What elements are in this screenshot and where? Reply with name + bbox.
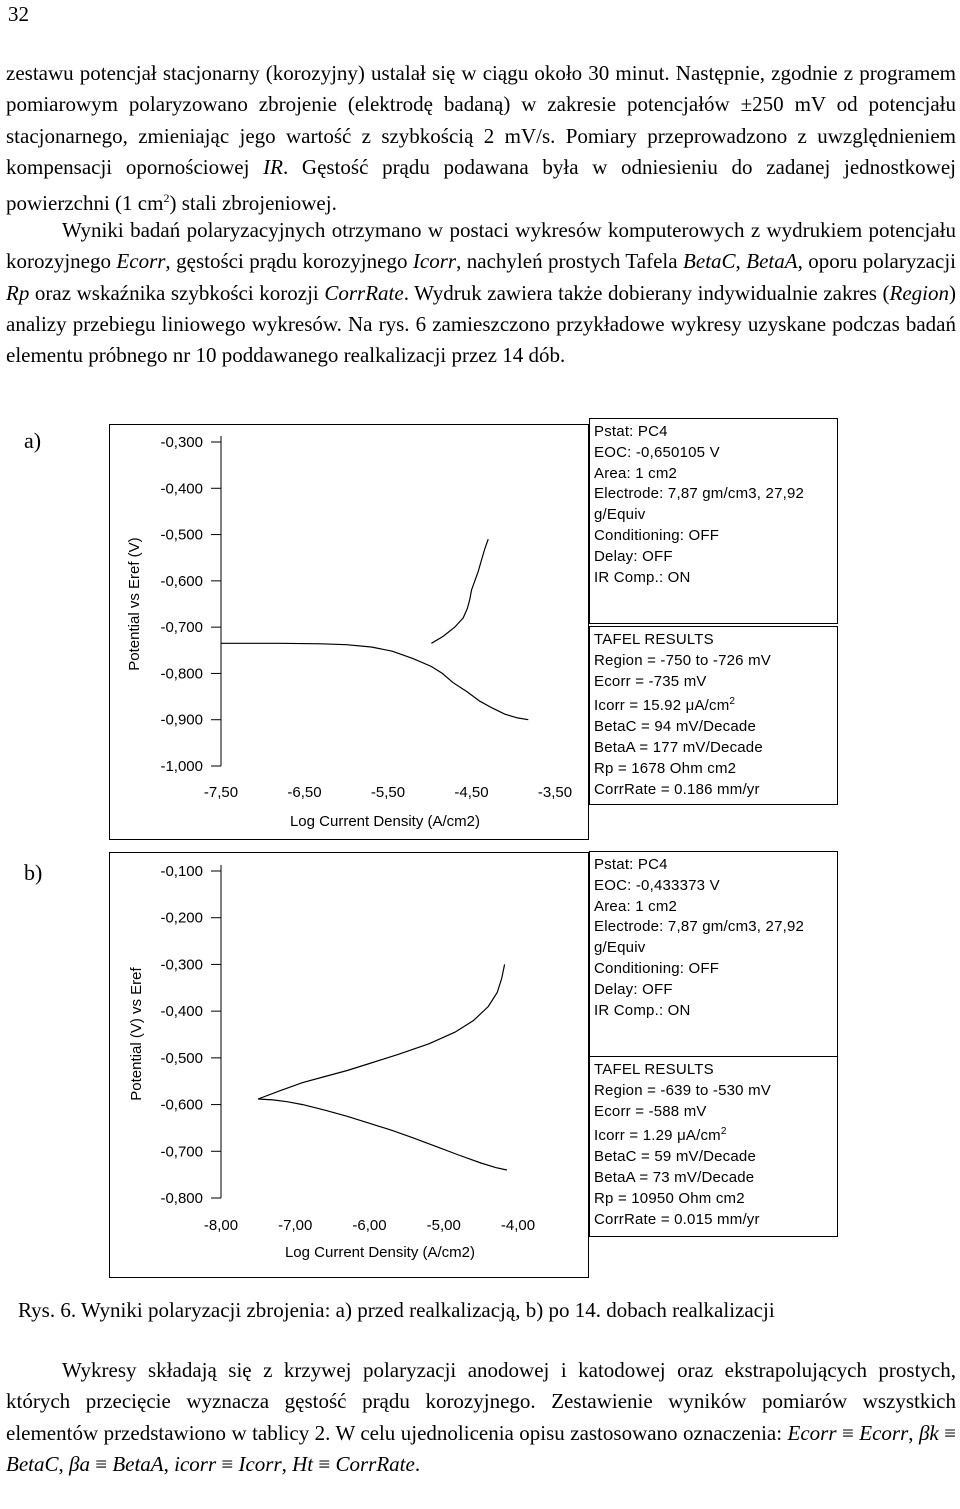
x-tick-label: -5,50 — [370, 784, 406, 801]
p3-end: . — [414, 1451, 421, 1476]
icorr-sup: 2 — [720, 1126, 727, 1138]
y-tick-label: -0,700 — [160, 619, 203, 637]
icorr-value: Icorr = 1.29 — [594, 1127, 678, 1145]
icorr-unit: A/cm — [685, 1127, 721, 1145]
ht-symbol: Ht — [292, 1451, 314, 1476]
panel-label-b: b) — [24, 860, 43, 885]
corrrate-term: CorrRate — [324, 280, 404, 305]
y-axis-title: Potential (V) vs Eref — [128, 967, 145, 1101]
tafel-betac: BetaC = 59 mV/Decade — [594, 1148, 757, 1166]
tafel-header: TAFEL RESULTS — [594, 631, 714, 648]
betac-term: BetaC — [6, 1451, 59, 1476]
ecorr-symbol: Ecorr — [787, 1420, 837, 1445]
paragraph-1-text: zestawu potencjał stacjonarny (korozyjny) ustalał się w ciągu około 30 minut. Następnie, zgodnie z programem pomiarowym polaryzowano zbrojenie (elektrodę badaną) w zakresie potencjałów ±250 mV od potencjału stacjonarnego, zmieniając jego wartość z szybkością 2 mV/s. Pomiary przeprowadzono z uwzględnieniem kompensacji opornościowej — [6, 61, 956, 179]
mu-symbol: μ — [685, 697, 695, 715]
tafel-icorr — [594, 1122, 837, 1147]
icorr-symbol: icorr — [174, 1451, 217, 1476]
y-tick-label: -0,400 — [160, 1003, 203, 1021]
x-tick-label: -4,00 — [500, 1217, 536, 1234]
y-tick-label: -1,000 — [160, 758, 203, 775]
tafel-betac: BetaC = 94 mV/Decade — [594, 718, 757, 736]
x-tick-label: -7,50 — [203, 784, 239, 801]
separator: , — [58, 1451, 69, 1476]
y-tick-label: -0,800 — [160, 665, 203, 683]
x-axis-title: Log Current Density (A/cm2) — [289, 813, 481, 830]
p2-text: . Wydruk zawiera także dobierany indywidualnie zakres ( — [403, 280, 890, 305]
tafel-ecorr: Ecorr = -588 mV — [594, 1102, 707, 1120]
y-axis-title: Potential vs Eref (V) — [126, 537, 143, 671]
beta-a-symbol: βa — [69, 1451, 90, 1476]
paragraph-3 — [6, 1355, 956, 1480]
x-tick-label: -7,00 — [278, 1217, 313, 1234]
beta-k-symbol: βk — [918, 1420, 939, 1445]
x-tick-label: -6,00 — [352, 1217, 387, 1234]
betaa-term: BetaA — [112, 1451, 164, 1476]
x-tick-label: -6,50 — [287, 784, 322, 801]
polarization-curve — [258, 1099, 507, 1170]
tafel-corrrate: CorrRate = 0.015 mm/yr — [594, 1210, 760, 1228]
p2-text: oraz wskaźnika szybkości korozji — [29, 280, 325, 305]
separator: , — [281, 1451, 293, 1476]
y-tick-label: -0,600 — [160, 572, 203, 590]
x-tick-label: -3,50 — [537, 784, 573, 801]
y-tick-label: -0,300 — [160, 956, 203, 974]
equiv-symbol: ≡ — [95, 1451, 108, 1476]
superscript-2: 2 — [163, 191, 170, 206]
paragraph-1-end: ) stali zbrojeniowej. — [169, 191, 337, 216]
separator: , — [908, 1420, 919, 1445]
y-tick-label: -0,900 — [160, 711, 203, 729]
p2-text: Wyniki badań polaryzacyjnych otrzymano w postaci wykresów komputerowych z wydrukiem potencjału korozyjnego — [6, 218, 956, 274]
equiv-symbol: ≡ — [841, 1420, 854, 1445]
tafel-betaa: BetaA = 177 mV/Decade — [594, 738, 763, 756]
tafel-region: Region = -750 to -726 mV — [594, 651, 771, 669]
figure-caption: Rys. 6. Wyniki polaryzacji zbrojenia: a) przed realkalizacją, b) po 14. dobach realkalizacji — [18, 1298, 775, 1322]
y-tick-label: -0,500 — [160, 526, 203, 544]
betaa-term: BetaA — [746, 249, 798, 274]
y-tick-label: -0,400 — [160, 480, 203, 498]
icorr-value: Icorr = 15.92 — [594, 697, 686, 715]
icorr-sup: 2 — [729, 696, 736, 708]
region-term: Region — [889, 280, 950, 305]
p2-text: , oporu polaryzacji — [797, 249, 956, 274]
equiv-symbol: ≡ — [221, 1451, 234, 1476]
tafel-corrrate: CorrRate = 0.186 mm/yr — [594, 780, 760, 798]
icorr-term: Icorr — [238, 1451, 282, 1476]
y-tick-label: -0,600 — [160, 1096, 203, 1114]
info-box-a-params: Pstat: PC4 EOC: -0,650105 V Area: 1 cm2 Electrode: 7,87 gm/cm3, 27,92 g/Equiv Conditioning: OFF Delay: OFF IR Comp.: ON — [589, 418, 838, 624]
p3-text: Wykresy składają się z krzywej polaryzacji anodowej i katodowej oraz ekstrapolujących prostych, których przecięcie wyznacza gęstość prądu korozyjnego. Zestawienie wyników pomiarów wszystkich elementów przedstawiono w tablicy 2. W celu ujednolicenia opisu zastosowano oznaczenia: — [6, 1358, 956, 1445]
mu-symbol: μ — [677, 1127, 686, 1145]
tafel-betaa: BetaA = 73 mV/Decade — [594, 1168, 755, 1186]
x-tick-label: -8,00 — [203, 1217, 239, 1234]
ecorr-term: Ecorr — [859, 1420, 909, 1445]
p2-text: ) analizy przebiegu liniowego wykresów. Na rys. 6 zamieszczono przykładowe wykresy uzyskane podczas badań elementu próbnego nr 10 poddawanego realkalizacji przez 14 dób. — [6, 280, 957, 368]
y-tick-label: -0,700 — [160, 1143, 203, 1161]
separator: , — [163, 1451, 175, 1476]
p2-text: , gęstości prądu korozyjnego — [165, 249, 413, 274]
icorr-term: Icorr — [412, 249, 457, 274]
x-axis-title: Log Current Density (A/cm2) — [284, 1244, 476, 1261]
y-tick-label: -0,300 — [160, 434, 203, 451]
tafel-region: Region = -639 to -530 mV — [594, 1081, 771, 1099]
y-tick-label: -0,800 — [160, 1190, 203, 1207]
y-tick-label: -0,200 — [160, 909, 203, 927]
polarization-curve — [258, 964, 505, 1099]
betac-term: BetaC — [683, 249, 736, 274]
ir-term: IR — [263, 154, 283, 179]
equiv-symbol: ≡ — [944, 1420, 956, 1445]
p2-text: , — [735, 249, 747, 274]
tafel-header: TAFEL RESULTS — [594, 1061, 714, 1078]
info-box-b-tafel — [589, 1056, 838, 1237]
corrrate-term: CorrRate — [335, 1451, 415, 1476]
rp-term: Rp — [6, 280, 30, 305]
ecorr-term: Ecorr — [116, 249, 166, 274]
tafel-rp: Rp = 1678 Ohm cm2 — [594, 759, 737, 777]
x-tick-label: -5,00 — [426, 1217, 461, 1234]
icorr-unit: A/cm — [694, 697, 730, 715]
x-tick-label: -4,50 — [454, 784, 489, 801]
equiv-symbol: ≡ — [318, 1451, 331, 1476]
page-number: 32 — [8, 2, 29, 26]
y-tick-label: -0,100 — [160, 863, 203, 880]
p2-text: , nachyleń prostych Tafela — [456, 249, 684, 274]
tafel-ecorr: Ecorr = -735 mV — [594, 672, 707, 690]
panel-label-a: a) — [24, 428, 42, 453]
y-tick-label: -0,500 — [160, 1049, 203, 1067]
info-box-b-params: Pstat: PC4 EOC: -0,433373 V Area: 1 cm2 Electrode: 7,87 gm/cm3, 27,92 g/Equiv Conditioning: OFF Delay: OFF IR Comp.: ON — [589, 851, 838, 1057]
tafel-rp: Rp = 10950 Ohm cm2 — [594, 1189, 745, 1207]
paragraph-1-text-2: . Gęstość prądu podawana była w odniesieniu do zadanej jednostkowej powierzchni (1 cm — [6, 154, 956, 216]
